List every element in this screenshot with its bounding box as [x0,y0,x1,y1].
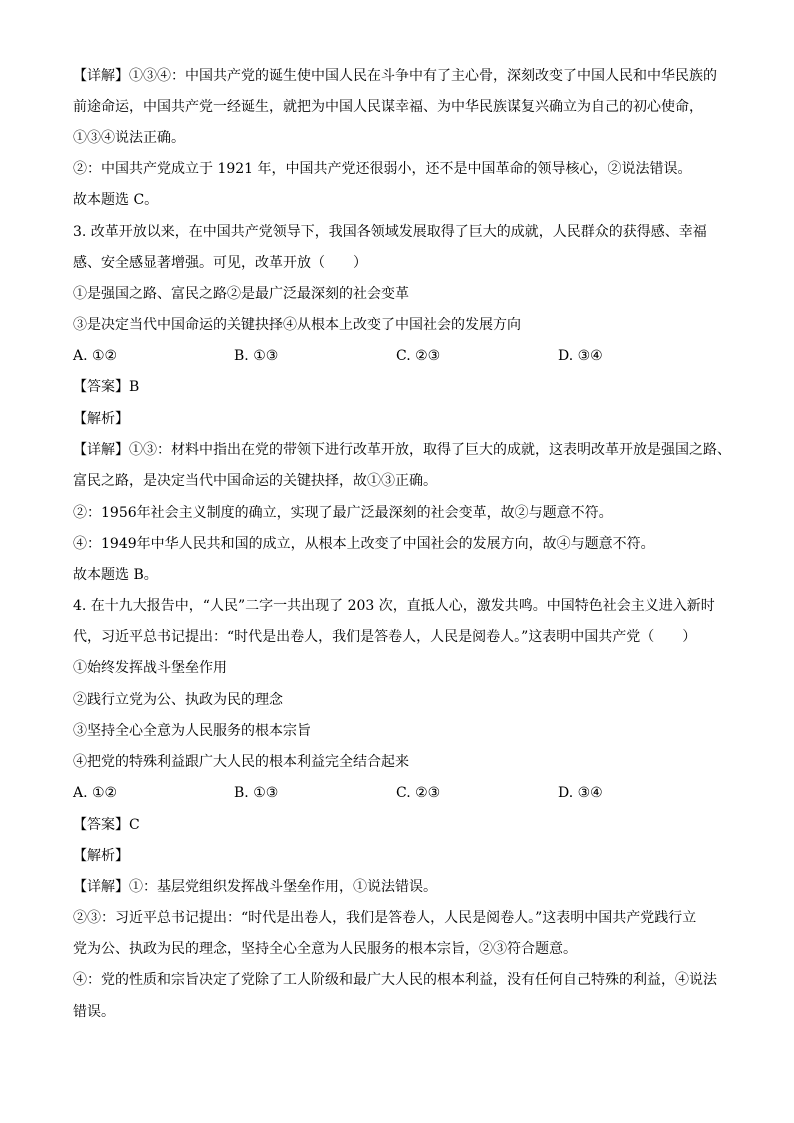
explanation-line: ②：1956年社会主义制度的确立，实现了最广泛最深刻的社会变革，故②与题意不符。 [73,505,613,521]
explanation-line: ②：中国共产党成立于 1921 年，中国共产党还很弱小，还不是中国革命的领导核心，②说法错误。 [73,161,692,177]
option-b: B. ①③ [234,348,279,364]
explanation-line: 【详解】①：基层党组织发挥战斗堡垒作用，①说法错误。 [73,879,437,895]
question-3-statement: ③是决定当代中国命运的关键抉择④从根本上改变了中国社会的发展方向 [73,317,521,333]
explanation-line: 党为公、执政为民的理念，坚持全心全意为人民服务的根本宗旨，②③符合题意。 [73,941,577,957]
explanation-line: 前途命运，中国共产党一经诞生，就把为中国人民谋幸福、为中华民族谋复兴确立为自己的初心使命， [73,99,703,115]
option-b: B. ①③ [234,785,279,801]
option-d: D. ③④ [558,348,603,364]
explanation-line: ④：党的性质和宗旨决定了党除了工人阶级和最广大人民的根本利益，没有任何自己特殊的利益，④说法 [73,972,717,988]
explanation-line: 错误。 [73,1004,115,1020]
question-3-stem: 3. 改革开放以来，在中国共产党领导下，我国各领域发展取得了巨大的成就，人民群众的获得感、幸福 [73,224,707,240]
question-4-stem: 4. 在十九大报告中，“人民”二字一共出现了 203 次，直抵人心，激发共鸣。中国特色社会主义进入新时 [73,598,715,614]
question-4-stem: 代，习近平总书记提出：“时代是出卷人，我们是答卷人，人民是阅卷人。”这表明中国共产党（ ） [73,629,697,645]
question-4-statement: ④把党的特殊利益跟广大人民的根本利益完全结合起来 [73,754,409,770]
option-c: C. ②③ [396,785,441,801]
explanation-line: ①③④说法正确。 [73,130,185,146]
explanation-line: 【详解】①③：材料中指出在党的带领下进行改革开放，取得了巨大的成就，这表明改革开放是强国之路、 [73,442,731,458]
explanation-line: 富民之路，是决定当代中国命运的关键抉择，故①③正确。 [73,473,437,489]
explanation-line: ②③：习近平总书记提出：“时代是出卷人，我们是答卷人，人民是阅卷人。”这表明中国共产党践行立 [73,910,697,926]
question-3-statement: ①是强国之路、富民之路②是最广泛最深刻的社会变革 [73,286,409,302]
question-4-statement: ③坚持全心全意为人民服务的根本宗旨 [73,723,311,739]
option-c: C. ②③ [396,348,441,364]
analysis-label: 【解析】 [73,848,129,864]
answer-label: 【答案】C [73,817,140,833]
option-a: A. ①② [73,348,118,364]
explanation-line: ④：1949年中华人民共和国的成立，从根本上改变了中国社会的发展方向，故④与题意不符。 [73,536,655,552]
question-4-statement: ①始终发挥战斗堡垒作用 [73,660,227,676]
option-a: A. ①② [73,785,118,801]
answer-label: 【答案】B [73,379,140,395]
conclusion-line: 故本题选 C。 [73,192,159,208]
question-3-stem: 感、安全感显著增强。可见，改革开放（ ） [73,255,367,271]
analysis-label: 【解析】 [73,411,129,427]
question-4-statement: ②践行立党为公、执政为民的理念 [73,692,283,708]
option-d: D. ③④ [558,785,603,801]
conclusion-line: 故本题选 B。 [73,567,158,583]
explanation-line: 【详解】①③④：中国共产党的诞生使中国人民在斗争中有了主心骨，深刻改变了中国人民和中华民族的 [73,68,717,84]
